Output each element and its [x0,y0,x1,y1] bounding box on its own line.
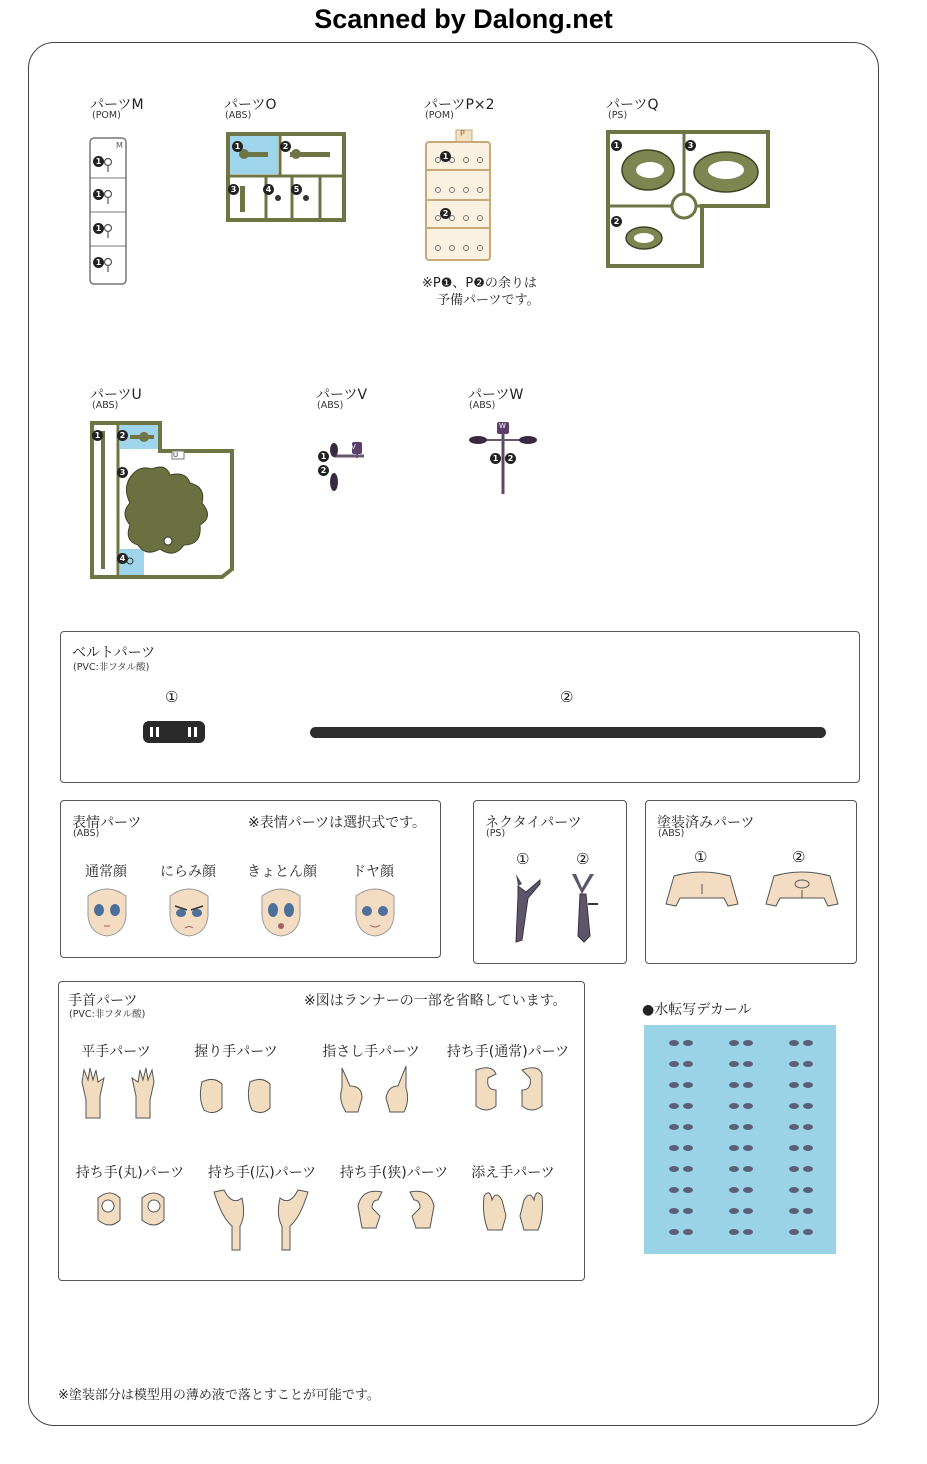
runner-p-letter: P [460,129,465,138]
parts-u-num-3: 3 [117,460,128,479]
footer-note: ※塗装部分は模型用の薄め液で落とすことが可能です。 [58,1388,380,1403]
hand-parts-note: ※図はランナーの一部を省略しています。 [304,993,567,1009]
parts-q-title: パーツQ [606,97,659,113]
parts-o-material: (ABS) [225,110,252,121]
parts-v-num-2: 2 [318,458,329,477]
hand-hold-normal-illustration [470,1066,550,1114]
parts-p-material: (POM) [425,110,454,121]
parts-u-num-1: 1 [92,423,103,442]
hand-label-hold-normal: 持ち手(通常)パーツ [446,1044,570,1060]
tie-parts-material: (PS) [486,828,506,839]
parts-u-title: パーツU [90,387,142,403]
tie-num-1: ① [516,850,530,868]
watermark: Scanned by Dalong.net [314,4,613,34]
face-normal-illustration [84,886,130,938]
belt-parts-title: ベルトパーツ [72,645,156,661]
parts-u-num-2: 2 [117,423,128,442]
parts-o-num-5: 5 [291,177,302,196]
parts-w-title: パーツW [468,387,524,403]
parts-m-num-2: 1 [93,182,104,201]
parts-q-material: (PS) [608,110,628,121]
face-parts-material: (ABS) [73,828,100,839]
hand-parts-panel [58,981,585,1281]
parts-m-num-3: 1 [93,216,104,235]
parts-p-num-1: 1 [440,144,451,163]
hand-hold-round-illustration [94,1190,170,1230]
belt-buckle-illustration [142,720,206,744]
face-label-smug: ドヤ顔 [352,864,394,880]
decal-eyes-illustration [644,1025,836,1254]
hand-label-point: 指さし手パーツ [322,1044,420,1060]
hand-flat-illustration [78,1066,158,1122]
parts-o-num-1: 1 [232,134,243,153]
parts-o-num-3: 3 [228,177,239,196]
tie-num-2: ② [576,850,590,868]
hand-support-illustration [480,1186,546,1234]
hand-label-fist: 握り手パーツ [194,1044,278,1060]
face-smug-illustration [352,886,398,938]
tie-2-illustration [568,872,608,944]
parts-q-num-3: 3 [685,133,696,152]
parts-m-material: (POM) [92,110,121,121]
decal-title: ●水転写デカール [642,1002,752,1018]
face-parts-title: 表情パーツ [72,815,142,831]
belt-parts-material: (PVC:非フタル酸) [73,662,150,673]
parts-w-num-1: 1 [490,446,501,465]
parts-v-material: (ABS) [317,400,344,411]
parts-m-num-1: 1 [93,149,104,168]
belt-strap-illustration [310,726,828,740]
face-label-glare: にらみ顔 [160,864,216,880]
painted-part-2-illustration [762,872,842,912]
runner-p-illustration [424,128,494,264]
hand-label-hold-narrow: 持ち手(狭)パーツ [339,1165,449,1181]
parts-q-num-1: 1 [611,133,622,152]
parts-m-title: パーツM [90,97,144,113]
parts-m-num-4: 1 [93,250,104,269]
hand-label-support: 添え手パーツ [471,1165,555,1181]
face-label-normal: 通常顔 [85,864,127,880]
face-blank-illustration [258,886,304,938]
hand-label-hold-round: 持ち手(丸)パーツ [75,1165,185,1181]
hand-parts-material: (PVC:非フタル酸) [69,1009,146,1020]
water-slide-decal-sheet [644,1025,836,1254]
belt-num-2: ② [560,688,574,706]
face-glare-illustration [166,886,212,938]
parts-p-title: パーツP×2 [424,97,495,113]
hand-label-hold-wide: 持ち手(広)パーツ [207,1165,317,1181]
runner-w-letter: W [499,422,506,430]
hand-fist-illustration [196,1076,276,1118]
parts-w-material: (ABS) [469,400,496,411]
belt-num-1: ① [165,688,179,706]
hand-label-flat: 平手パーツ [81,1044,151,1060]
tie-1-illustration [504,872,544,944]
runner-v-letter: V [351,443,356,451]
belt-parts-panel [60,631,860,783]
parts-q-num-2: 2 [611,209,622,228]
parts-p-num-2: 2 [440,201,451,220]
parts-u-num-4: 4 [117,546,128,565]
painted-parts-title: 塗装済みパーツ [657,815,755,831]
parts-o-num-4: 4 [263,177,274,196]
parts-p-note-line2: 予備パーツです。 [437,293,540,308]
parts-p-note-line1: ※P❶、P❷の余りは [422,276,537,291]
hand-hold-wide-illustration [212,1188,310,1254]
hand-hold-narrow-illustration [354,1186,438,1234]
hand-point-illustration [336,1064,416,1116]
painted-parts-material: (ABS) [658,828,685,839]
runner-w-illustration [464,420,544,500]
painted-num-1: ① [694,848,708,866]
tie-parts-title: ネクタイパーツ [485,815,582,831]
face-parts-note: ※表情パーツは選択式です。 [248,815,427,831]
runner-u-illustration [90,421,238,581]
parts-w-num-2: 2 [505,446,516,465]
parts-u-material: (ABS) [92,400,119,411]
svg-text:M: M [116,141,123,150]
parts-v-title: パーツV [316,387,368,403]
face-label-blank: きょとん顔 [247,864,317,880]
hand-parts-title: 手首パーツ [68,993,138,1009]
runner-u-letter: U [173,451,179,459]
parts-o-num-2: 2 [280,134,291,153]
parts-v-num-1: 1 [318,444,329,463]
parts-o-title: パーツO [224,97,277,113]
painted-part-1-illustration [662,872,742,912]
painted-num-2: ② [792,848,806,866]
